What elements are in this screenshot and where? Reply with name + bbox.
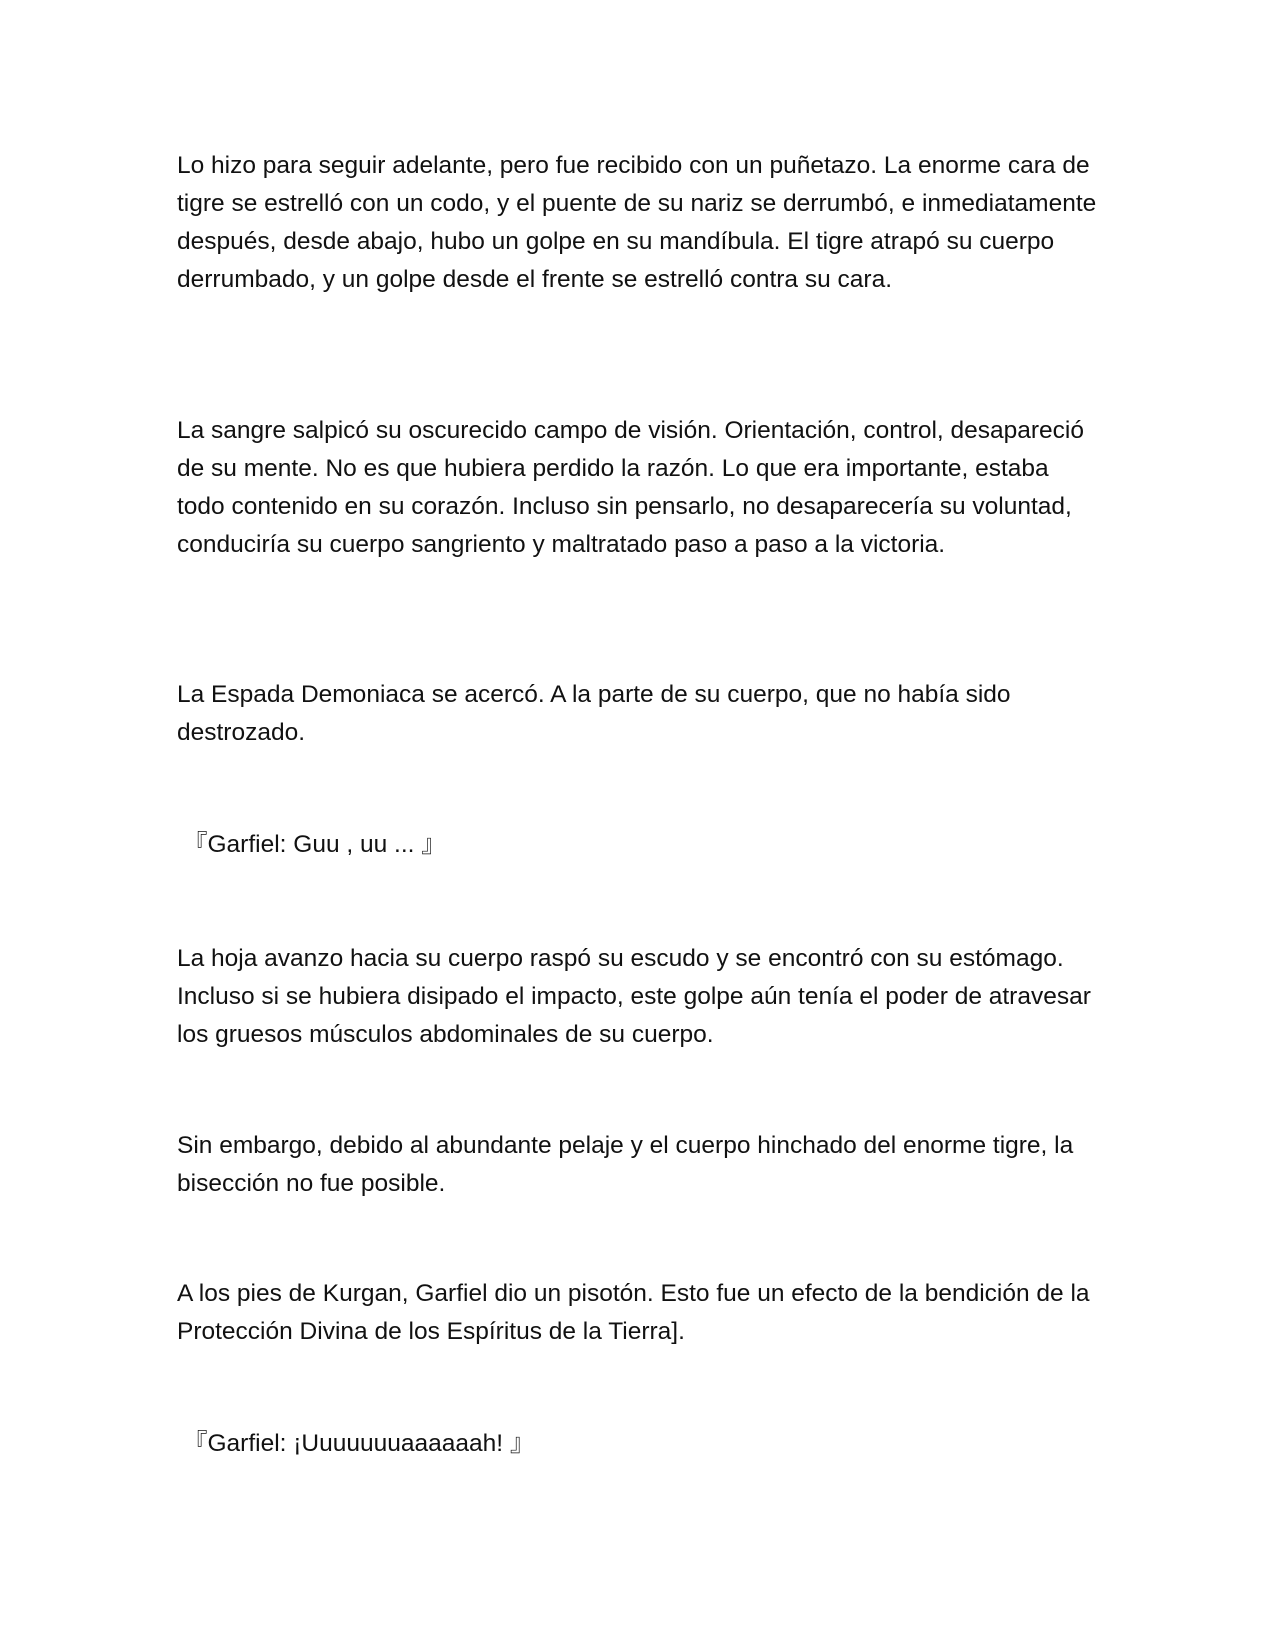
paragraph: La sangre salpicó su oscurecido campo de visión. Orientación, control, desapareció de su mente. No es que hubiera perdido la razón. Lo que era importante, estaba todo contenido en su corazón. Incluso sin pensarlo, no desaparecería su voluntad, conduciría su cuerpo sangriento y maltratado paso a paso a la victoria. bbox=[177, 417, 1085, 558]
dialogue-line: 『Garfiel: Guu , uu ... 』 bbox=[183, 831, 446, 858]
paragraph: Lo hizo para seguir adelante, pero fue recibido con un puñetazo. La enorme cara de tigre se estrelló con un codo, y el puente de su nariz se derrumbó, e inmediatamente después, desde abajo, hubo un golpe en su mandíbula. El tigre atrapó su cuerpo derrumbado, y un golpe desde el frente se estrelló contra su cara. bbox=[177, 152, 1097, 293]
paragraph: La Espada Demoniaca se acercó. A la parte de su cuerpo, que no había sido destrozado. bbox=[177, 681, 1011, 746]
paragraph: Sin embargo, debido al abundante pelaje y el cuerpo hinchado del enorme tigre, la bisección no fue posible. bbox=[177, 1132, 1074, 1197]
dialogue-line: 『Garfiel: ¡Uuuuuuuaaaaaah! 』 bbox=[183, 1430, 535, 1457]
paragraph: A los pies de Kurgan, Garfiel dio un pisotón. Esto fue un efecto de la bendición de la Protección Divina de los Espíritus de la Tierra]. bbox=[177, 1280, 1090, 1345]
paragraph: La hoja avanzo hacia su cuerpo raspó su escudo y se encontró con su estómago. Incluso si se hubiera disipado el impacto, este golpe aún tenía el poder de atravesar los gruesos músculos abdominales de su cuerpo. bbox=[177, 945, 1091, 1048]
